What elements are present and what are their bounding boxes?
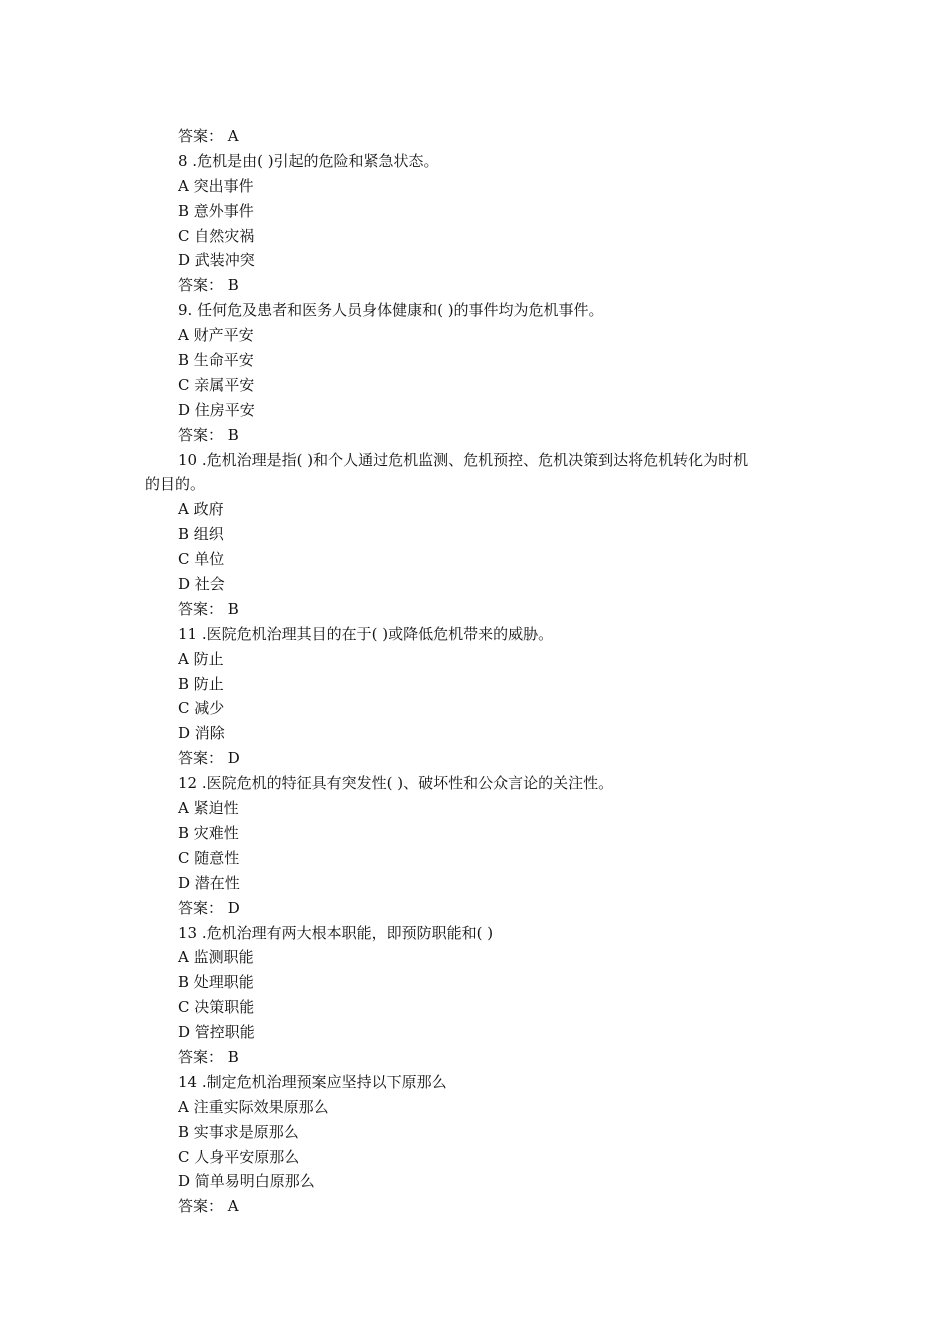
- question-stem: 8 .危机是由( )引起的危险和紧急状态。: [178, 151, 439, 170]
- option-a: A 政府: [178, 500, 224, 519]
- option-b: B 组织: [178, 525, 224, 544]
- option-a: A 紧迫性: [178, 799, 239, 818]
- question-stem: 11 .医院危机治理其目的在于( )或降低危机带来的威胁。: [178, 624, 554, 643]
- option-c: C 人身平安原那么: [178, 1147, 300, 1166]
- question-stem: 13 .危机治理有两大根本职能，即预防职能和( ): [178, 923, 494, 942]
- option-a: A 财产平安: [178, 326, 254, 345]
- answer-line: 答案： D: [178, 898, 240, 917]
- option-a: A 注重实际效果原那么: [178, 1097, 329, 1116]
- question-stem-continuation: 的目的。: [145, 475, 206, 494]
- option-b: B 处理职能: [178, 973, 254, 992]
- option-c: C 单位: [178, 550, 225, 569]
- option-a: A 监测职能: [178, 948, 254, 967]
- option-b: B 意外事件: [178, 201, 254, 220]
- option-c: C 决策职能: [178, 998, 255, 1017]
- option-c: C 随意性: [178, 848, 240, 867]
- answer-line: 答案： A: [178, 127, 239, 145]
- answer-line: 答案： D: [178, 749, 240, 768]
- option-b: B 实事求是原那么: [178, 1122, 299, 1141]
- option-a: A 突出事件: [178, 176, 254, 195]
- option-b: B 生命平安: [178, 351, 254, 370]
- answer-line: 答案： A: [178, 1197, 239, 1216]
- option-c: C 亲属平安: [178, 375, 255, 394]
- option-c: C 自然灾祸: [178, 226, 255, 245]
- option-d: D 简单易明白原那么: [178, 1172, 315, 1191]
- question-stem: 14 .制定危机治理预案应坚持以下原那么: [178, 1072, 447, 1091]
- question-list: [145, 124, 815, 1219]
- option-b: B 灾难性: [178, 823, 239, 842]
- question-stem: 12 .医院危机的特征具有突发性( )、破坏性和公众言论的关注性。: [178, 774, 614, 793]
- question-stem: 10 .危机治理是指( )和个人通过危机监测、危机预控、危机决策到达将危机转化为时机: [178, 450, 749, 469]
- option-d: D 消除: [178, 724, 225, 743]
- option-d: D 武装冲突: [178, 251, 255, 270]
- answer-line: 答案： B: [178, 1047, 239, 1066]
- option-d: D 管控职能: [178, 1023, 255, 1042]
- option-d: D 潜在性: [178, 873, 240, 892]
- answer-line: 答案： B: [178, 276, 239, 295]
- answer-line: 答案： B: [178, 599, 239, 618]
- answer-line: 答案： B: [178, 425, 239, 444]
- option-d: D 社会: [178, 575, 225, 594]
- option-a: A 防止: [178, 649, 224, 668]
- option-b: B 防止: [178, 674, 224, 693]
- option-d: D 住房平安: [178, 400, 255, 419]
- option-c: C 减少: [178, 699, 225, 718]
- question-stem: 9. 任何危及患者和医务人员身体健康和( )的事件均为危机事件。: [178, 301, 604, 320]
